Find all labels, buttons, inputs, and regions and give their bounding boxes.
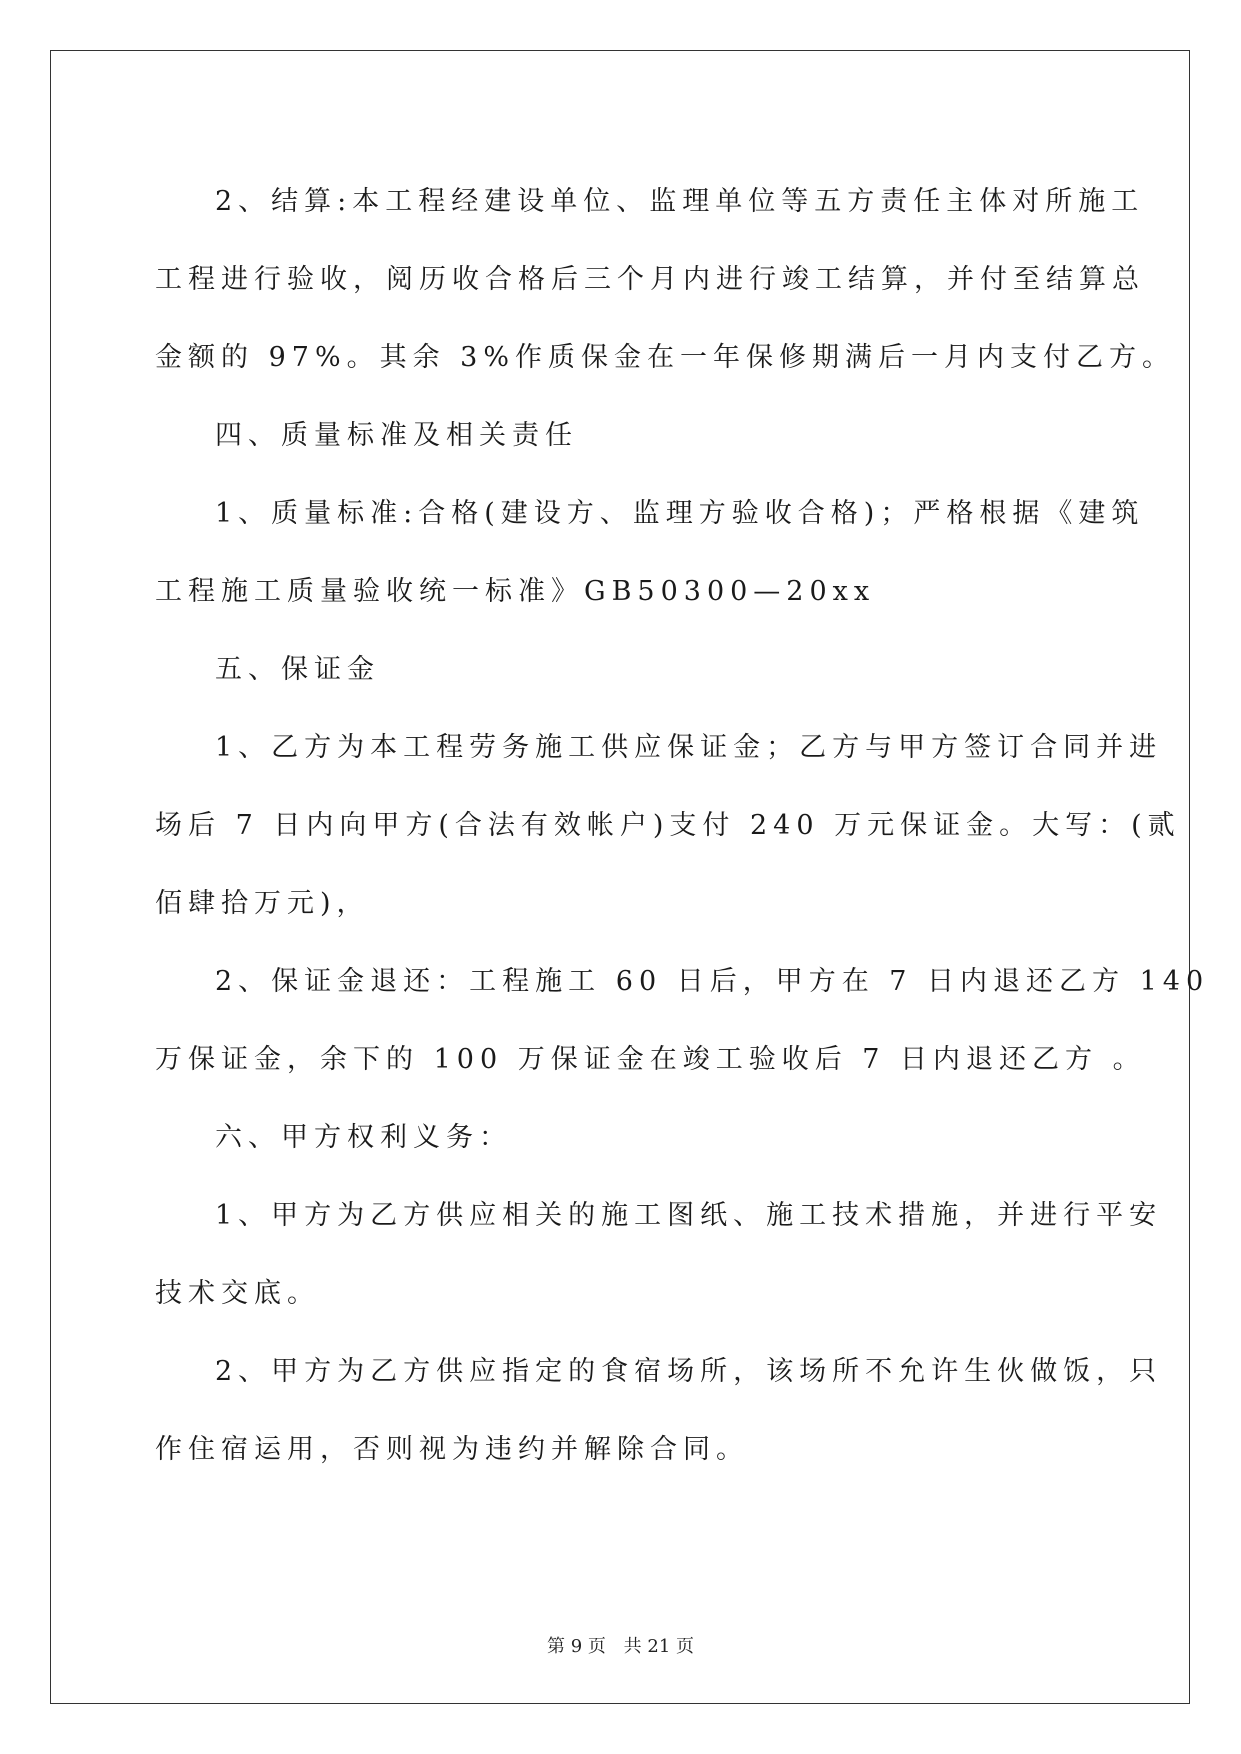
page-total: 共 21 页 — [623, 1636, 694, 1657]
paragraph-line: 佰肆拾万元)， — [155, 888, 370, 919]
section-heading-deposit — [155, 631, 1095, 709]
page-footer — [0, 1632, 1241, 1658]
paragraph-line: 1、甲方为乙方供应相关的施工图纸、施工技术措施，并进行平安 — [215, 1200, 1163, 1231]
paragraph-line: 2、保证金退还：工程施工 60 日后，甲方在 7 日内退还乙方 140 — [215, 966, 1210, 997]
paragraph-settlement — [155, 163, 1176, 397]
paragraph-line: 四、质量标准及相关责任 — [215, 420, 578, 451]
paragraph-line: 作住宿运用，否则视为违约并解除合同。 — [155, 1434, 749, 1465]
paragraph-line: 1、质量标准:合格(建设方、监理方验收合格)；严格根据《建筑 — [215, 498, 1145, 529]
paragraph-line: 2、甲方为乙方供应指定的食宿场所，该场所不允许生伙做饭，只 — [215, 1356, 1163, 1387]
paragraph-line: 金额的 97%。其余 3%作质保金在一年保修期满后一月内支付乙方。 — [155, 342, 1176, 373]
paragraph-line: 场后 7 日内向甲方(合法有效帐户)支付 240 万元保证金。大写：(贰 — [155, 810, 1181, 841]
page-number: 第 9 页 — [547, 1636, 606, 1657]
document-body — [155, 163, 1210, 1489]
paragraph-line: 技术交底。 — [155, 1278, 320, 1309]
paragraph-line: 1、乙方为本工程劳务施工供应保证金；乙方与甲方签订合同并进 — [215, 732, 1163, 763]
paragraph-line: 万保证金，余下的 100 万保证金在竣工验收后 7 日内退还乙方 。 — [155, 1044, 1146, 1075]
paragraph-quality-standard — [155, 475, 1145, 631]
paragraph-line: 六、甲方权利义务： — [215, 1122, 512, 1153]
section-heading-quality — [155, 397, 1095, 475]
paragraph-deposit-payment — [155, 709, 1181, 943]
paragraph-line: 五、保证金 — [215, 654, 380, 685]
paragraph-line: 2、结算:本工程经建设单位、监理单位等五方责任主体对所施工 — [215, 186, 1145, 217]
paragraph-deposit-refund — [155, 943, 1210, 1099]
paragraph-party-a-drawings — [155, 1177, 1163, 1333]
paragraph-line: 工程进行验收，阅历收合格后三个月内进行竣工结算，并付至结算总 — [155, 264, 1145, 295]
paragraph-line: 工程施工质量验收统一标准》GB50300—20xx — [155, 576, 876, 607]
paragraph-party-a-lodging — [155, 1333, 1163, 1489]
section-heading-party-a — [155, 1099, 1095, 1177]
